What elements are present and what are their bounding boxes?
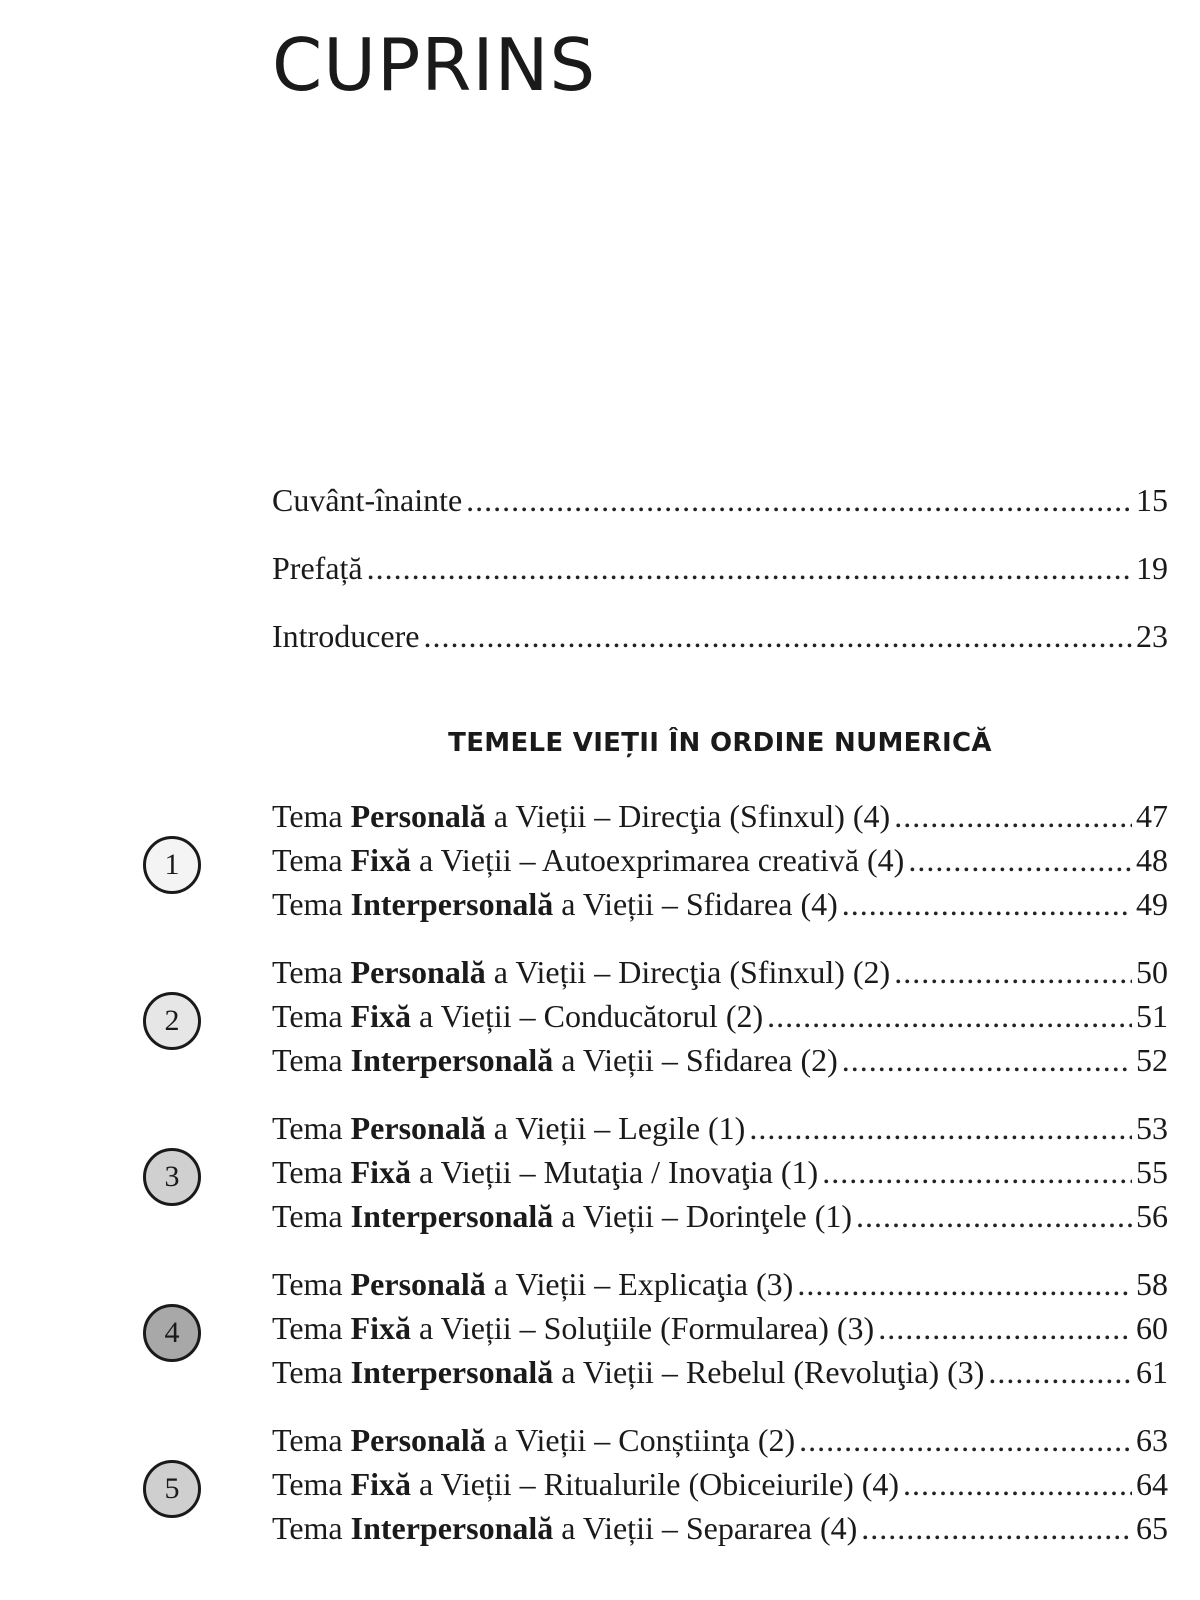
toc-entry-label: Tema Personală a Vieții – Conștiinţa (2) xyxy=(272,1422,796,1458)
theme-type: Fixă xyxy=(350,842,412,878)
theme-type: Interpersonală xyxy=(350,1354,554,1390)
toc-entry-theme[interactable] xyxy=(272,1468,1168,1500)
toc-page-number: 23 xyxy=(1136,618,1168,654)
toc-page-number: 48 xyxy=(1136,842,1168,878)
theme-type: Personală xyxy=(350,954,486,990)
toc-entry-label: Tema Interpersonală a Vieții – Sfidarea (4) xyxy=(272,886,838,922)
toc-page-number: 60 xyxy=(1136,1310,1168,1346)
toc-entry-introduction[interactable] xyxy=(272,620,1168,652)
toc-entry-label: Tema Fixă a Vieții – Soluţiile (Formularea) (3) xyxy=(272,1310,875,1346)
toc-entry-theme[interactable] xyxy=(272,1112,1168,1144)
group-number-badge: 2 xyxy=(143,992,201,1050)
toc-page-number: 50 xyxy=(1136,954,1168,990)
toc-page-number: 56 xyxy=(1136,1198,1168,1234)
dot-leader xyxy=(749,1112,1132,1144)
toc-page-number: 51 xyxy=(1136,998,1168,1034)
toc-page-number: 65 xyxy=(1136,1510,1168,1546)
dot-leader xyxy=(466,484,1132,516)
toc-entry-label: Tema Fixă a Vieții – Ritualurile (Obiceiurile) (4) xyxy=(272,1466,900,1502)
toc-page-number: 58 xyxy=(1136,1266,1168,1302)
theme-type: Interpersonală xyxy=(350,1510,554,1546)
dot-leader xyxy=(903,1468,1132,1500)
dot-leader xyxy=(894,956,1132,988)
toc-page-number: 53 xyxy=(1136,1110,1168,1146)
toc-entry-theme[interactable] xyxy=(272,800,1168,832)
dot-leader xyxy=(842,888,1132,920)
toc-entry-theme[interactable] xyxy=(272,1268,1168,1300)
theme-type: Interpersonală xyxy=(350,1198,554,1234)
toc-entry-theme[interactable] xyxy=(272,844,1168,876)
group-number-badge: 5 xyxy=(143,1460,201,1518)
theme-type: Fixă xyxy=(350,1466,412,1502)
dot-leader xyxy=(842,1044,1132,1076)
toc-entry-theme[interactable] xyxy=(272,888,1168,920)
toc-entry-label: Tema Personală a Vieții – Legile (1) xyxy=(272,1110,746,1146)
theme-type: Personală xyxy=(350,798,486,834)
toc-entry-label: Tema Interpersonală a Vieții – Dorinţele (1) xyxy=(272,1198,852,1234)
toc-entry-label: Tema Interpersonală a Vieții – Sfidarea (2) xyxy=(272,1042,838,1078)
toc-page-number: 55 xyxy=(1136,1154,1168,1190)
toc-entry-label: Introducere xyxy=(272,618,420,654)
page-title: CUPRINS xyxy=(272,23,597,107)
toc-page-number: 52 xyxy=(1136,1042,1168,1078)
toc-entry-theme[interactable] xyxy=(272,1000,1168,1032)
theme-type: Fixă xyxy=(350,1310,412,1346)
toc-page-number: 49 xyxy=(1136,886,1168,922)
dot-leader xyxy=(894,800,1132,832)
toc-entry-theme[interactable] xyxy=(272,1200,1168,1232)
section-heading: TEMELE VIEȚII ÎN ORDINE NUMERICĂ xyxy=(448,728,992,758)
toc-entry-label: Tema Interpersonală a Vieții – Rebelul (Revoluţia) (3) xyxy=(272,1354,985,1390)
toc-page-number: 61 xyxy=(1136,1354,1168,1390)
toc-entry-theme[interactable] xyxy=(272,956,1168,988)
group-number-badge: 1 xyxy=(143,836,201,894)
toc-entry-theme[interactable] xyxy=(272,1512,1168,1544)
toc-entry-label: Tema Personală a Vieții – Direcţia (Sfinxul) (4) xyxy=(272,798,891,834)
group-number-badge: 4 xyxy=(143,1304,201,1362)
theme-type: Fixă xyxy=(350,998,412,1034)
toc-entry-theme[interactable] xyxy=(272,1156,1168,1188)
dot-leader xyxy=(856,1200,1132,1232)
toc-entry-preface[interactable] xyxy=(272,552,1168,584)
toc-entry-label: Tema Personală a Vieții – Direcţia (Sfinxul) (2) xyxy=(272,954,891,990)
toc-entry-theme[interactable] xyxy=(272,1312,1168,1344)
toc-entry-label: Tema Fixă a Vieții – Autoexprimarea creativă (4) xyxy=(272,842,905,878)
toc-page-number: 64 xyxy=(1136,1466,1168,1502)
toc-page-number: 15 xyxy=(1136,482,1168,518)
toc-entry-label: Cuvânt-înainte xyxy=(272,482,463,518)
theme-type: Fixă xyxy=(350,1154,412,1190)
dot-leader xyxy=(861,1512,1132,1544)
toc-entry-theme[interactable] xyxy=(272,1044,1168,1076)
toc-entry-label: Tema Interpersonală a Vieții – Separarea (4) xyxy=(272,1510,858,1546)
toc-page-number: 63 xyxy=(1136,1422,1168,1458)
theme-type: Interpersonală xyxy=(350,1042,554,1078)
toc-page-number: 19 xyxy=(1136,550,1168,586)
dot-leader xyxy=(908,844,1132,876)
dot-leader xyxy=(367,552,1132,584)
dot-leader xyxy=(767,1000,1132,1032)
theme-type: Personală xyxy=(350,1422,486,1458)
theme-type: Personală xyxy=(350,1110,486,1146)
theme-type: Personală xyxy=(350,1266,486,1302)
dot-leader xyxy=(822,1156,1132,1188)
toc-page-number: 47 xyxy=(1136,798,1168,834)
toc-entry-foreword[interactable] xyxy=(272,484,1168,516)
dot-leader xyxy=(799,1424,1132,1456)
group-number-badge: 3 xyxy=(143,1148,201,1206)
toc-entry-theme[interactable] xyxy=(272,1424,1168,1456)
dot-leader xyxy=(797,1268,1132,1300)
toc-entry-label: Tema Personală a Vieții – Explicaţia (3) xyxy=(272,1266,794,1302)
dot-leader xyxy=(423,620,1132,652)
toc-entry-label: Tema Fixă a Vieții – Conducătorul (2) xyxy=(272,998,764,1034)
dot-leader xyxy=(878,1312,1132,1344)
dot-leader xyxy=(988,1356,1132,1388)
toc-entry-theme[interactable] xyxy=(272,1356,1168,1388)
theme-type: Interpersonală xyxy=(350,886,554,922)
toc-entry-label: Prefață xyxy=(272,550,363,586)
toc-entry-label: Tema Fixă a Vieții – Mutaţia / Inovaţia (1) xyxy=(272,1154,819,1190)
